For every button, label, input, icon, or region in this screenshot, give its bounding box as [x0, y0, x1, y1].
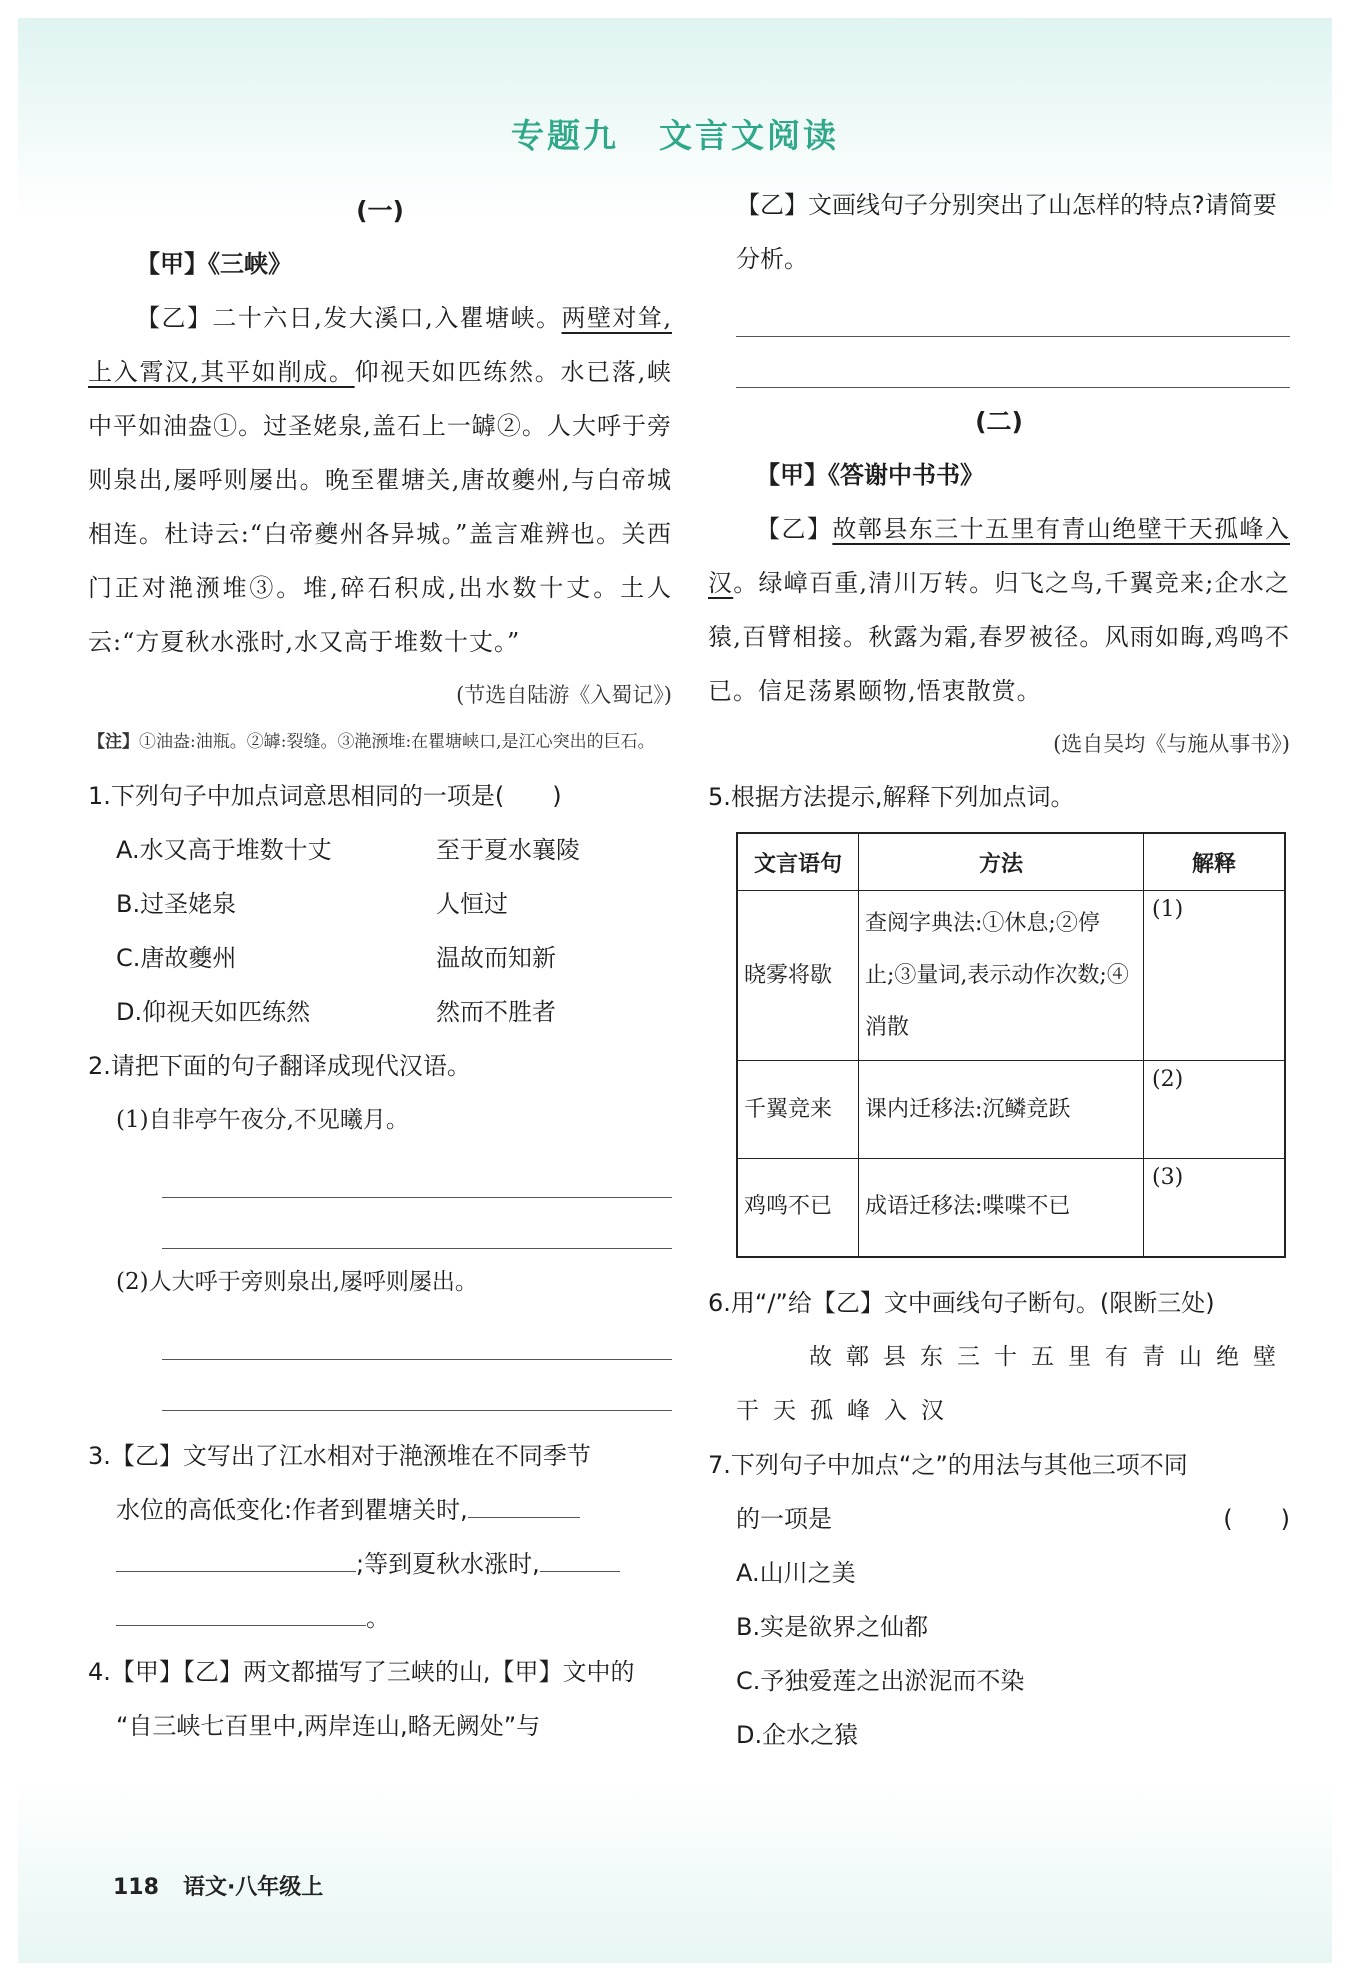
question-1-stem: 1.下列句子中加点词意思相同的一项是( )	[88, 782, 562, 810]
passage-2-yi-rest: 。绿嶂百重,清川万转。归飞之鸟,千翼竞来;企水之猿,百臂相接。秋露为霜,春罗被径。风雨如晦,鸡鸣不已。信足荡累颐物,悟衷散赏。	[708, 569, 1291, 705]
table-row	[737, 1061, 1285, 1159]
table-cell-sentence: 晓雾将歇	[737, 891, 859, 1061]
section-two-heading: (二)	[975, 407, 1023, 436]
question-7-stem-2	[736, 1492, 1290, 1546]
passage-2-yi	[708, 502, 1290, 718]
right-column	[708, 178, 1290, 1762]
table-cell-answer[interactable]: (3)	[1144, 1159, 1286, 1257]
table-cell-method: 成语迁移法:喋喋不已	[859, 1159, 1144, 1257]
option-left: C.唐故夔州	[116, 944, 237, 972]
table-cell-answer[interactable]: (2)	[1144, 1061, 1286, 1159]
answer-blank[interactable]	[540, 1549, 620, 1572]
passage-yi-prefix: 【乙】二十六日,发大溪口,入瞿塘峡。	[136, 304, 562, 332]
passage-2-source: (选自吴均《与施从事书》)	[1053, 732, 1290, 756]
question-6-text-line-1[interactable]: 故鄣县东三十五里有青山绝壁	[809, 1343, 1290, 1370]
option-left: A.水又高于堆数十丈	[116, 836, 332, 864]
page-number: 118	[113, 1875, 159, 1900]
answer-line[interactable]	[162, 1198, 672, 1249]
option-left: B.过圣姥泉	[116, 890, 237, 918]
table-cell-method: 课内迁移法:沉鳞竞跃	[859, 1061, 1144, 1159]
question-5-stem: 5.根据方法提示,解释下列加点词。	[708, 783, 1075, 811]
passage-yi-underlined: 两壁对耸,上入霄汉,其平如削成。	[88, 304, 672, 386]
question-7-option: C.予独爱莲之出淤泥而不染	[736, 1666, 1025, 1695]
table-row	[737, 1159, 1285, 1257]
answer-blank[interactable]	[116, 1603, 366, 1626]
passage-source: (节选自陆游《入蜀记》)	[456, 683, 672, 707]
question-7-text: 的一项是	[736, 1504, 832, 1533]
question-4-line-1: 4.【甲】【乙】两文都描写了三峡的山,【甲】文中的	[88, 1658, 635, 1686]
title-topic: 专题九	[511, 116, 619, 155]
option-left: D.仰视天如匹练然	[116, 998, 311, 1026]
answer-line[interactable]	[162, 1309, 672, 1360]
question-5-table	[736, 832, 1286, 1258]
question-3-line-2	[116, 1483, 672, 1537]
answer-line[interactable]	[736, 337, 1290, 388]
table-cell-sentence: 鸡鸣不已	[737, 1159, 859, 1257]
question-7-stem-1: 7.下列句子中加点“之”的用法与其他三项不同	[708, 1450, 1188, 1479]
note-text: ①油盎:油瓶。②罅:裂缝。③滟滪堆:在瞿塘峡口,是江心突出的巨石。	[139, 732, 655, 752]
note-label: 【注】	[88, 732, 139, 752]
table-cell-answer[interactable]: (1)	[1144, 891, 1286, 1061]
table-header: 方法	[859, 833, 1144, 891]
question-6-stem: 6.用“/”给【乙】文中画线句子断句。(限断三处)	[708, 1288, 1215, 1317]
question-4-line-2: “自三峡七百里中,两岸连山,略无阙处”与	[116, 1712, 541, 1740]
question-3-text: ;等到夏秋水涨时,	[356, 1550, 540, 1578]
question-3-line-3	[116, 1537, 672, 1591]
table-header: 解释	[1144, 833, 1286, 891]
page-footer	[113, 1870, 323, 1901]
passage-2-yi-underlined: 故鄣县东三十五里有青山绝壁干天孤峰入汉	[708, 515, 1291, 597]
answer-blank[interactable]	[468, 1495, 580, 1518]
passage-2-yi-prefix: 【乙】	[756, 515, 833, 543]
question-4-continuation: 【乙】文画线句子分别突出了山怎样的特点?请简要分析。	[736, 191, 1277, 273]
answer-line[interactable]	[736, 286, 1290, 337]
question-3-line-4	[116, 1591, 672, 1645]
question-1-option	[116, 985, 672, 1039]
table-cell-sentence: 千翼竞来	[737, 1061, 859, 1159]
book-title: 语文·八年级上	[182, 1875, 324, 1900]
table-row	[737, 891, 1285, 1061]
question-6-text-line-2[interactable]: 干天孤峰入汉	[736, 1397, 958, 1424]
passage-jia-title: 【甲】《三峡》	[136, 250, 292, 278]
page-title	[0, 110, 1350, 157]
left-column	[88, 185, 672, 1753]
question-2-sub-2: (2)人大呼于旁则泉出,屡呼则屡出。	[116, 1269, 478, 1295]
option-right: 人恒过	[436, 890, 508, 918]
passage-note	[88, 721, 672, 763]
question-7-option: A.山川之美	[736, 1558, 856, 1587]
question-7-option: D.企水之猿	[736, 1720, 859, 1749]
question-3-text: 水位的高低变化:作者到瞿塘关时,	[116, 1496, 468, 1524]
table-header-row	[737, 833, 1285, 891]
option-right: 温故而知新	[436, 944, 556, 972]
title-subject: 文言文阅读	[659, 116, 839, 155]
passage-yi	[88, 291, 672, 669]
question-1-option	[116, 823, 672, 877]
section-one-heading: (一)	[356, 196, 404, 225]
question-3-line-1: 3.【乙】文写出了江水相对于滟滪堆在不同季节	[88, 1442, 591, 1470]
question-2-stem: 2.请把下面的句子翻译成现代汉语。	[88, 1052, 471, 1080]
answer-parentheses[interactable]: ( )	[1223, 1504, 1290, 1533]
question-1-option	[116, 877, 672, 931]
answer-line[interactable]	[162, 1360, 672, 1411]
answer-blank[interactable]	[116, 1549, 356, 1572]
question-3-text: 。	[366, 1604, 390, 1632]
passage-yi-rest: 仰视天如匹练然。水已落,峡中平如油盎①。过圣姥泉,盖石上一罅②。人大呼于旁则泉出,屡呼则屡出。晚至瞿塘关,唐故夔州,与白帝城相连。杜诗云:“白帝夔州各异城。”盖言难辨也。关西门正对滟滪堆③。堆,碎石积成,出水数十丈。土人云:“方夏秋水涨时,水又高于堆数十丈。”	[88, 358, 672, 656]
question-7-option: B.实是欲界之仙都	[736, 1612, 929, 1641]
table-cell-method: 查阅字典法:①休息;②停止;③量词,表示动作次数;④消散	[859, 891, 1144, 1061]
answer-line[interactable]	[162, 1147, 672, 1198]
question-2-sub-1: (1)自非亭午夜分,不见曦月。	[116, 1107, 409, 1133]
question-1-option	[116, 931, 672, 985]
passage-2-jia-title: 【甲】《答谢中书书》	[756, 461, 984, 489]
option-right: 至于夏水襄陵	[436, 836, 580, 864]
option-right: 然而不胜者	[436, 998, 556, 1026]
table-header: 文言语句	[737, 833, 859, 891]
